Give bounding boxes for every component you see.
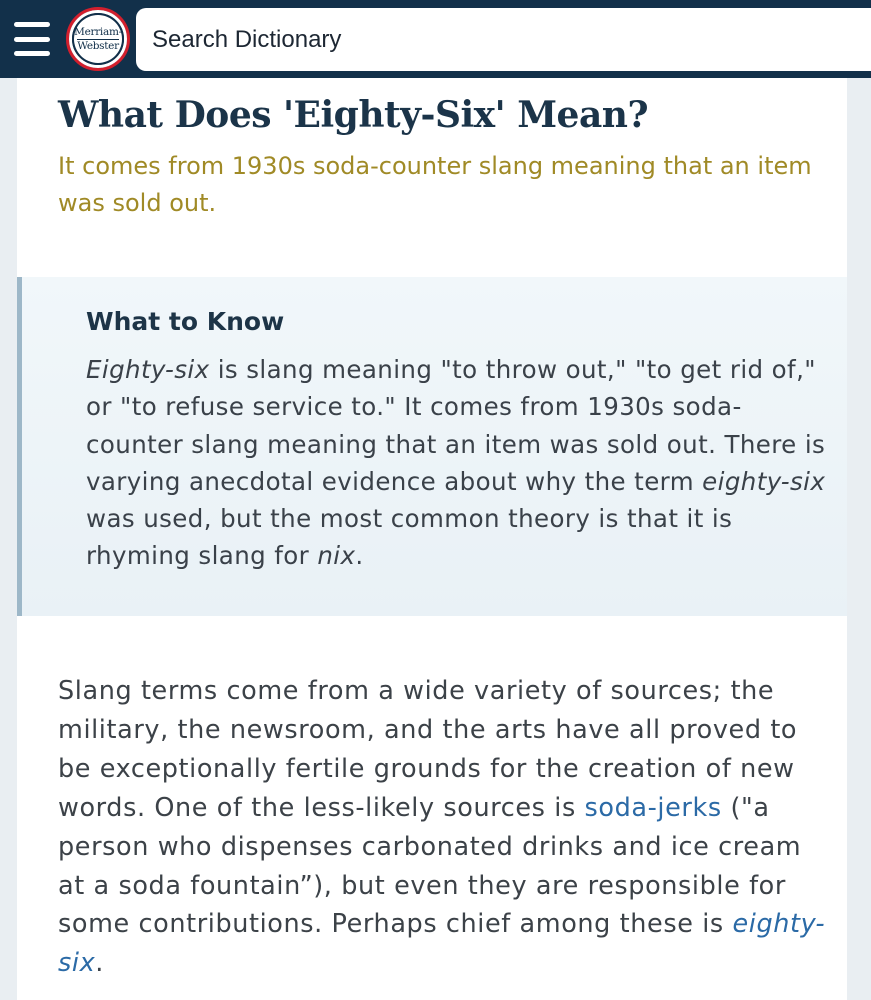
what-to-know-text-end: . bbox=[355, 541, 364, 571]
paragraph-text-part1: Slang terms come from a wide variety of sources; the military, the newsroom, and the arts have all proved to be exceptionally fertile grounds for the creation of new words. One of the less-likely sources is bbox=[58, 676, 798, 823]
term-nix: nix bbox=[317, 541, 356, 571]
top-navigation-bar bbox=[0, 0, 871, 78]
what-to-know-text-part2: was used, but the most common theory is that it is rhyming slang for bbox=[86, 504, 733, 571]
what-to-know-text-part1: is slang meaning "to throw out," "to get rid of," or "to refuse service to." It comes from 1930s soda-counter slang meaning that an item was sold out. There is varying anecdotal evidence about why the term bbox=[86, 355, 826, 496]
paragraph-text-end: . bbox=[95, 948, 104, 979]
eighty-six-link-text: eighty-six bbox=[58, 909, 826, 979]
search-input[interactable]: Search Dictionary bbox=[136, 8, 871, 71]
term-eighty-six-inline: eighty-six bbox=[702, 466, 826, 496]
paragraph-text-part2: ("a person who dispenses carbonated drinks and ice cream at a soda fountain”), but even they are responsible for some contributions. Perhaps chief among these is bbox=[58, 792, 802, 940]
merriam-webster-logo[interactable] bbox=[66, 7, 130, 71]
article-subtitle: It comes from 1930s soda-counter slang meaning that an item was sold out. bbox=[58, 152, 812, 217]
what-to-know-heading: What to Know bbox=[86, 307, 285, 336]
what-to-know-accent-bar bbox=[17, 277, 22, 616]
page-title: What Does 'Eighty-Six' Mean? bbox=[58, 94, 649, 136]
soda-jerks-link[interactable]: soda-jerks bbox=[584, 792, 722, 823]
logo-text-merriam: Merriam- bbox=[74, 25, 122, 38]
term-eighty-six: Eighty-six bbox=[86, 355, 210, 384]
article-paragraph bbox=[58, 672, 828, 983]
logo-text-webster: Webster bbox=[77, 39, 119, 52]
what-to-know-text bbox=[86, 351, 826, 575]
what-to-know-box bbox=[17, 277, 847, 616]
hamburger-menu-icon[interactable] bbox=[14, 22, 50, 56]
